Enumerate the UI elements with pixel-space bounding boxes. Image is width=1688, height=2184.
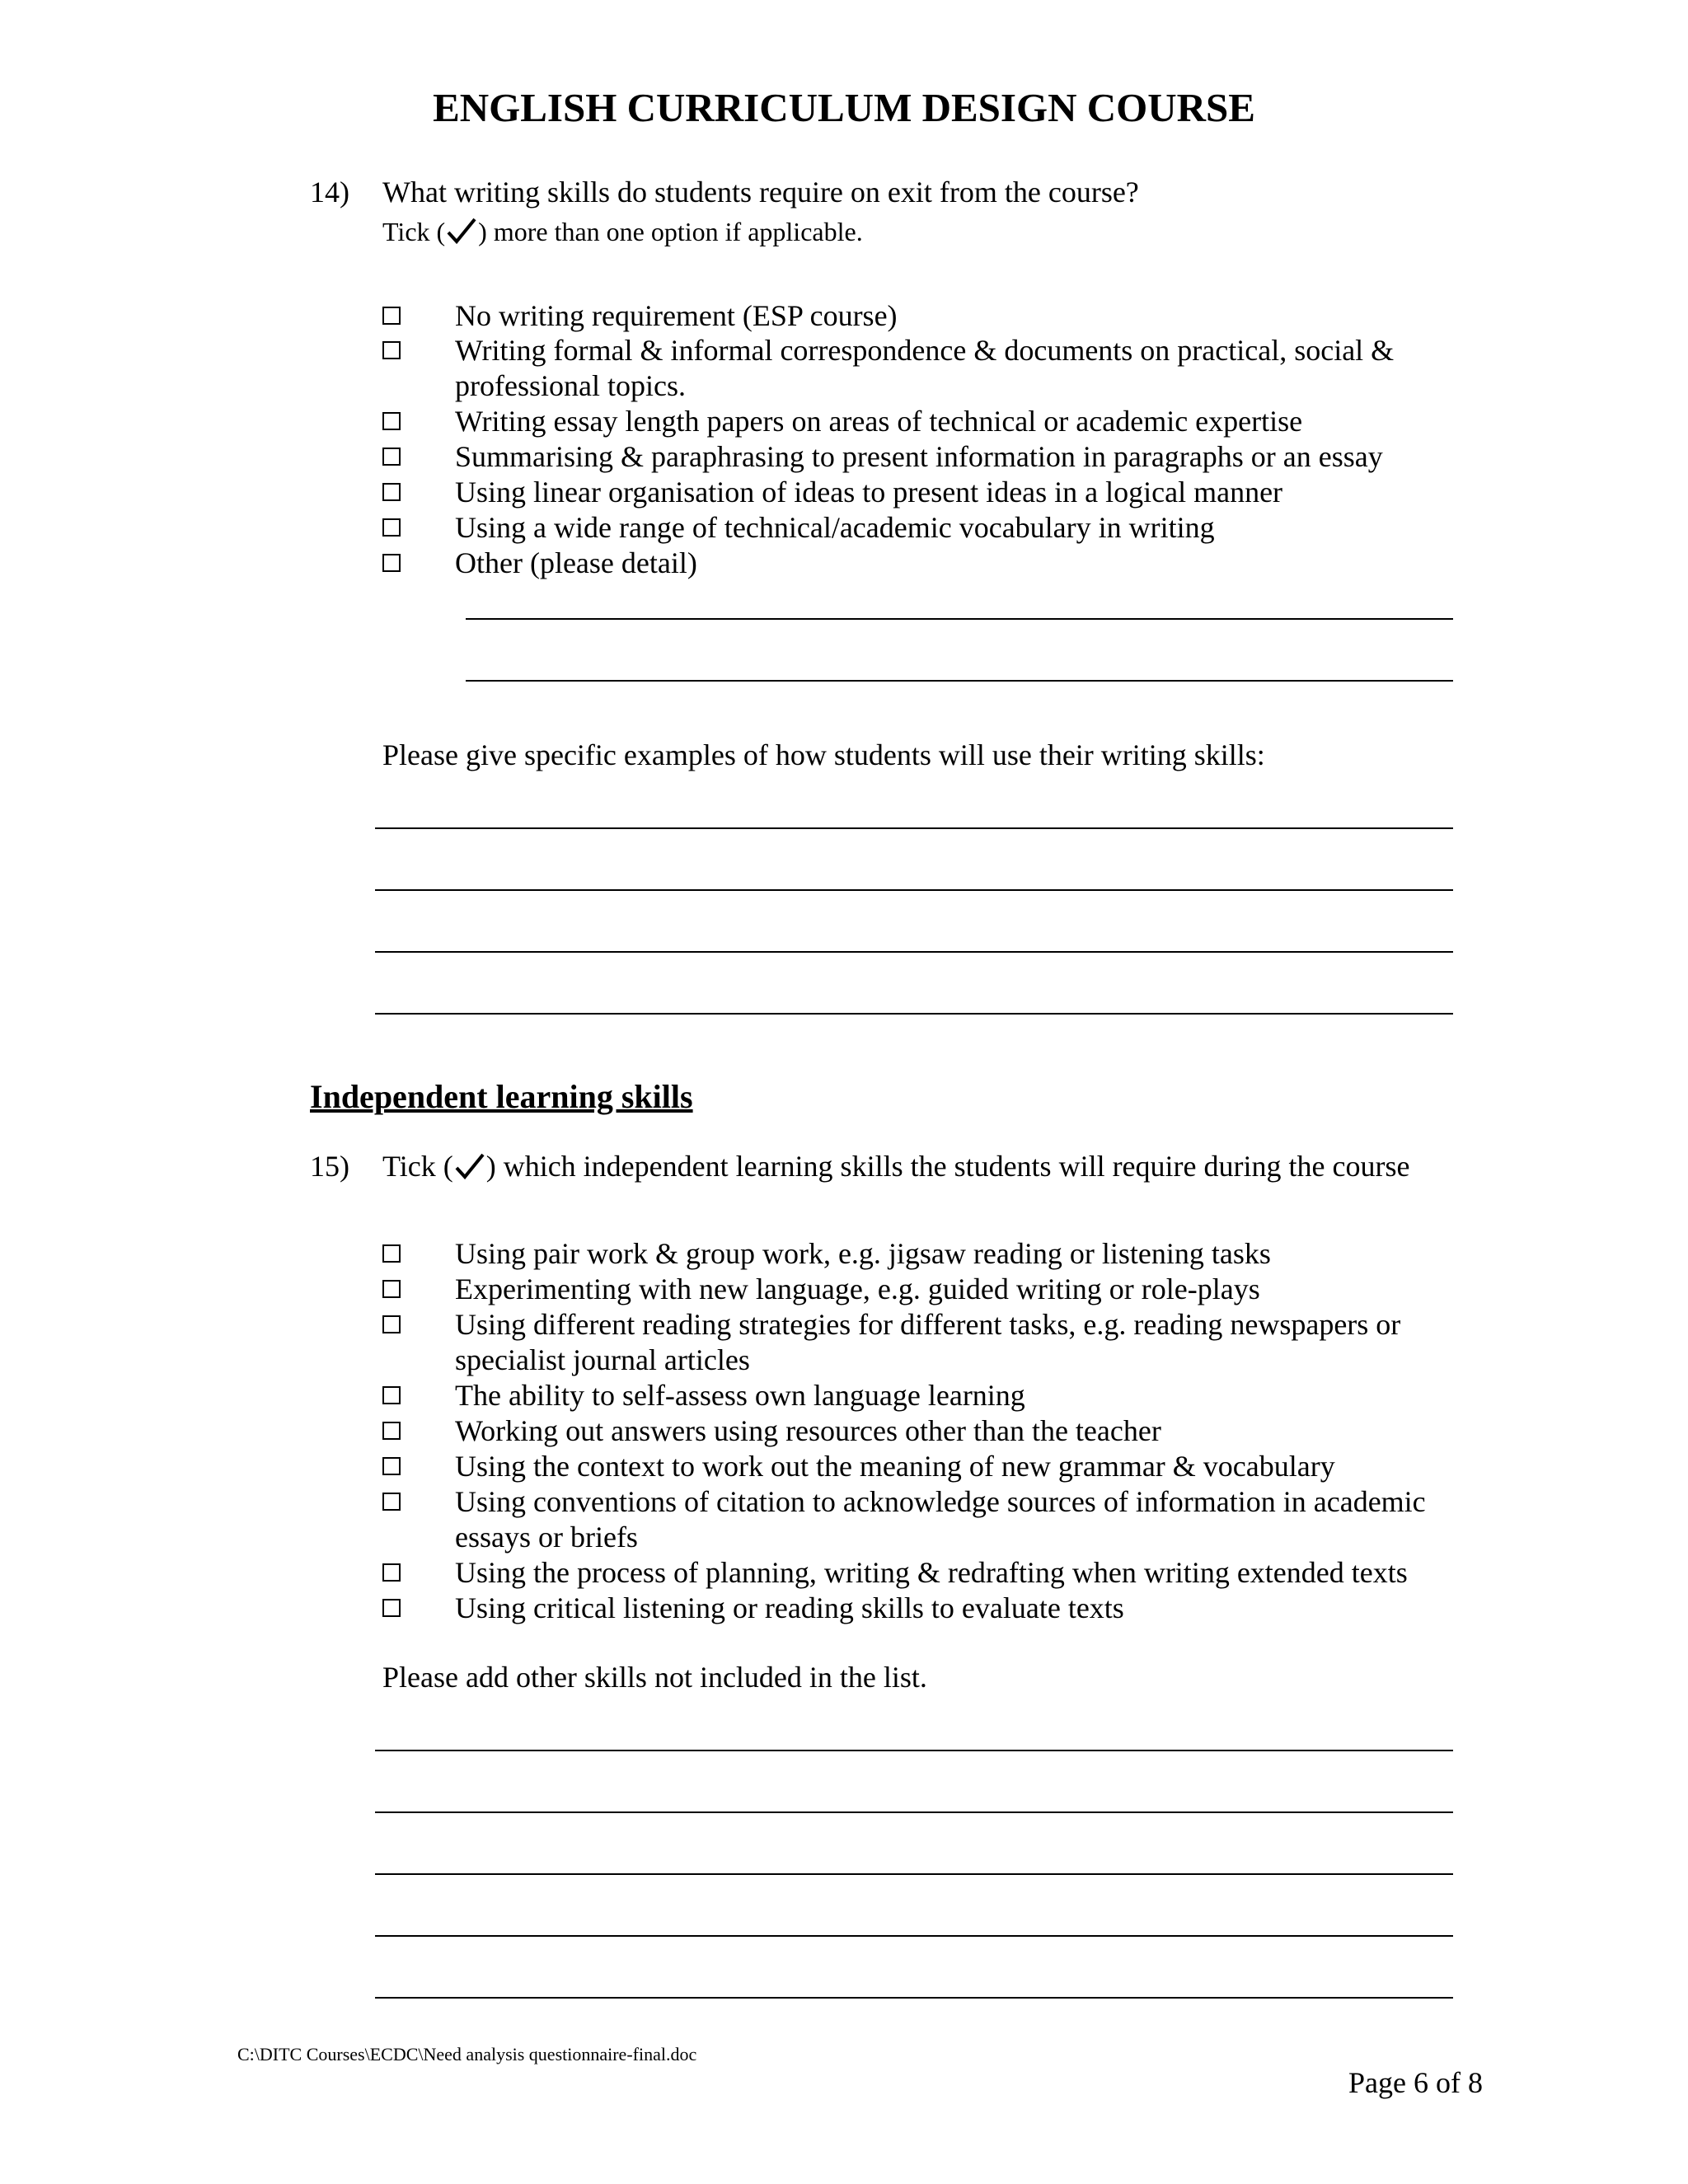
other-skills-line-1[interactable] [375, 1750, 1453, 1751]
checkbox-icon[interactable] [382, 448, 401, 466]
instruction-prefix: Tick ( [382, 217, 446, 246]
other-detail-line-1[interactable] [466, 618, 1453, 620]
option-label: Using conventions of citation to acknowledge sources of information in academic essays or briefs [455, 1485, 1426, 1554]
checkbox-icon[interactable] [382, 307, 401, 325]
option-label: Using different reading strategies for different tasks, e.g. reading newspapers or specialist journal articles [455, 1308, 1401, 1376]
option-label: Using pair work & group work, e.g. jigsaw reading or listening tasks [455, 1237, 1271, 1270]
checkbox-icon[interactable] [382, 1315, 401, 1333]
question-14-instruction [382, 216, 863, 247]
instruction-suffix: ) more than one option if applicable. [478, 217, 863, 246]
checkbox-icon[interactable] [382, 412, 401, 430]
option-label: Writing essay length papers on areas of technical or academic expertise [455, 405, 1303, 438]
examples-answer-line-1[interactable] [375, 827, 1453, 829]
question-14-number: 14) [310, 176, 349, 209]
page-number: Page 6 of 8 [1348, 2066, 1483, 2099]
option-label: Experimenting with new language, e.g. guided writing or role-plays [455, 1272, 1260, 1305]
checkbox-icon[interactable] [382, 1280, 401, 1298]
checkbox-icon[interactable] [382, 1599, 401, 1617]
other-skills-line-5[interactable] [375, 1997, 1453, 1999]
checkbox-icon[interactable] [382, 1422, 401, 1440]
checkmark-icon [445, 216, 478, 246]
checkbox-icon[interactable] [382, 341, 401, 359]
option-label: Using linear organisation of ideas to present ideas in a logical manner [455, 476, 1283, 509]
question-15-text [382, 1149, 1409, 1184]
checkbox-icon[interactable] [382, 554, 401, 572]
section-heading: Independent learning skills [310, 1078, 693, 1115]
question-15-number: 15) [310, 1150, 349, 1183]
examples-answer-line-3[interactable] [375, 951, 1453, 953]
checkbox-icon[interactable] [382, 483, 401, 501]
other-skills-line-2[interactable] [375, 1811, 1453, 1813]
option-label: Using the process of planning, writing & redrafting when writing extended texts [455, 1556, 1408, 1589]
examples-answer-line-2[interactable] [375, 889, 1453, 891]
footer-file-path: C:\DITC Courses\ECDC\Need analysis questionnaire-final.doc [237, 2044, 697, 2064]
checkbox-icon[interactable] [382, 518, 401, 537]
question-suffix: ) which independent learning skills the students will require during the course [485, 1150, 1410, 1183]
option-label: Using the context to work out the meaning of new grammar & vocabulary [455, 1450, 1335, 1483]
examples-answer-line-4[interactable] [375, 1013, 1453, 1015]
option-label: Writing formal & informal correspondence & documents on practical, social & professional topics. [455, 334, 1395, 402]
question-prefix: Tick ( [382, 1150, 453, 1183]
checkbox-icon[interactable] [382, 1386, 401, 1404]
other-skills-line-3[interactable] [375, 1873, 1453, 1875]
checkmark-icon [453, 1151, 486, 1181]
option-label: Using a wide range of technical/academic vocabulary in writing [455, 511, 1215, 544]
other-detail-line-2[interactable] [466, 680, 1453, 682]
checkbox-icon[interactable] [382, 1244, 401, 1263]
other-skills-prompt: Please add other skills not included in the list. [382, 1661, 927, 1694]
option-label: Using critical listening or reading skills to evaluate texts [455, 1591, 1124, 1624]
option-label: Other (please detail) [455, 546, 697, 579]
examples-prompt: Please give specific examples of how students will use their writing skills: [382, 738, 1265, 771]
checkbox-icon[interactable] [382, 1493, 401, 1511]
checkbox-icon[interactable] [382, 1457, 401, 1475]
option-label: Working out answers using resources other than the teacher [455, 1414, 1161, 1447]
other-skills-line-4[interactable] [375, 1935, 1453, 1937]
checkbox-icon[interactable] [382, 1563, 401, 1582]
question-14-text: What writing skills do students require on exit from the course? [382, 176, 1139, 209]
option-label: Summarising & paraphrasing to present information in paragraphs or an essay [455, 440, 1383, 473]
option-label: The ability to self-assess own language learning [455, 1379, 1025, 1412]
option-label: No writing requirement (ESP course) [455, 299, 898, 332]
document-title: ENGLISH CURRICULUM DESIGN COURSE [433, 85, 1255, 130]
